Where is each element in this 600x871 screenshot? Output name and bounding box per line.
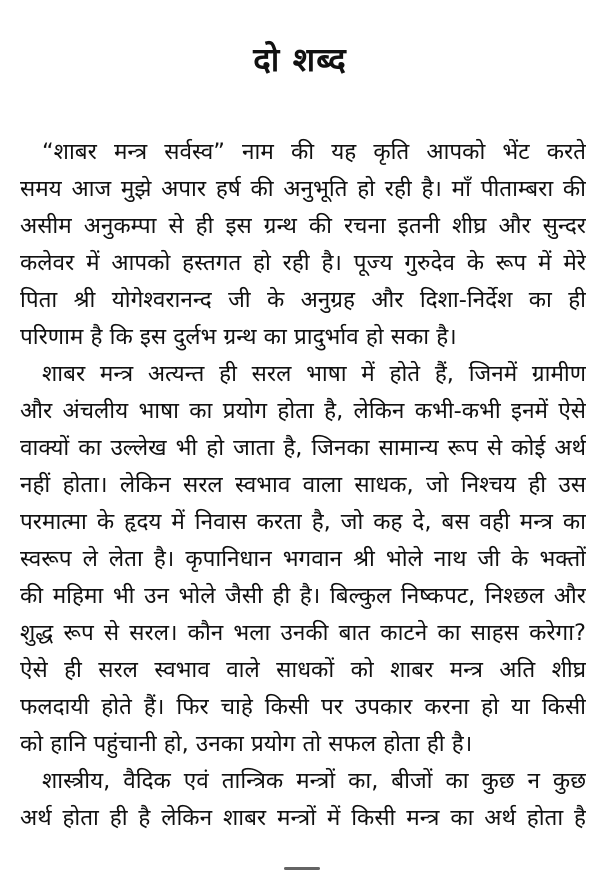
paragraph-line: समय आज मुझे अपार हर्ष की अनुभूति हो रही है। माँ पीताम्बरा की bbox=[20, 176, 586, 202]
paragraph-line: शाबर मन्त्र अत्यन्त ही सरल भाषा में होते हैं, जिनमें ग्रामीण bbox=[42, 361, 586, 387]
paragraph-line: स्वरूप ले लेता है। कृपानिधान भगवान श्री भोले नाथ जी के भक्तों bbox=[20, 546, 586, 572]
paragraph-line: को हानि पहुंचानी हो, उनका प्रयोग तो सफल होता ही है। bbox=[20, 731, 473, 757]
paragraph-1 bbox=[20, 134, 586, 356]
paragraph-line: ऐसे ही सरल स्वभाव वाले साधकों को शाबर मन्त्र अति शीघ्र bbox=[20, 657, 586, 683]
paragraph-line: पिता श्री योगेश्वरानन्द जी के अनुग्रह और दिशा-निर्देश का ही bbox=[20, 287, 586, 313]
paragraph-2 bbox=[20, 356, 586, 763]
paragraph-line: शास्त्रीय, वैदिक एवं तान्त्रिक मन्त्रों का, बीजों का कुछ न कुछ bbox=[42, 768, 586, 794]
paragraph-line: “शाबर मन्त्र सर्वस्व” नाम की यह कृति आपको भेंट करते bbox=[42, 139, 586, 165]
cut-off-next-line bbox=[272, 863, 332, 871]
paragraph-line: की महिमा भी उन भोले जैसी ही है। बिल्कुल निष्कपट, निश्छल और bbox=[20, 583, 586, 609]
paragraph-line: और अंचलीय भाषा का प्रयोग होता है, लेकिन कभी-कभी इनमें ऐसे bbox=[20, 398, 586, 424]
paragraph-line: अर्थ होता ही है लेकिन शाबर मन्त्रों में किसी मन्त्र का अर्थ होता है bbox=[20, 805, 586, 831]
document-body bbox=[20, 134, 586, 837]
paragraph-line: शुद्ध रूप से सरल। कौन भला उनकी बात काटने का साहस करेगा? bbox=[20, 620, 586, 646]
paragraph-line: नहीं होता। लेकिन सरल स्वभाव वाला साधक, जो निश्चय ही उस bbox=[20, 472, 586, 498]
paragraph-line: परमात्मा के हृदय में निवास करता है, जो कह दे, बस वही मन्त्र का bbox=[20, 509, 586, 535]
paragraph-line: कलेवर में आपको हस्तगत हो रही है। पूज्य गुरुदेव के रूप में मेरे bbox=[20, 250, 586, 276]
paragraph-line: वाक्यों का उल्लेख भी हो जाता है, जिनका सामान्य रूप से कोई अर्थ bbox=[20, 435, 586, 461]
paragraph-line: परिणाम है कि इस दुर्लभ ग्रन्थ का प्रादुर्भाव हो सका है। bbox=[20, 324, 457, 350]
paragraph-3 bbox=[20, 763, 586, 837]
page-title: दो शब्द bbox=[253, 40, 347, 79]
paragraph-line: फलदायी होते हैं। फिर चाहे किसी पर उपकार करना हो या किसी bbox=[20, 694, 586, 720]
paragraph-line: असीम अनुकम्पा से ही इस ग्रन्थ की रचना इतनी शीघ्र और सुन्दर bbox=[20, 213, 586, 239]
